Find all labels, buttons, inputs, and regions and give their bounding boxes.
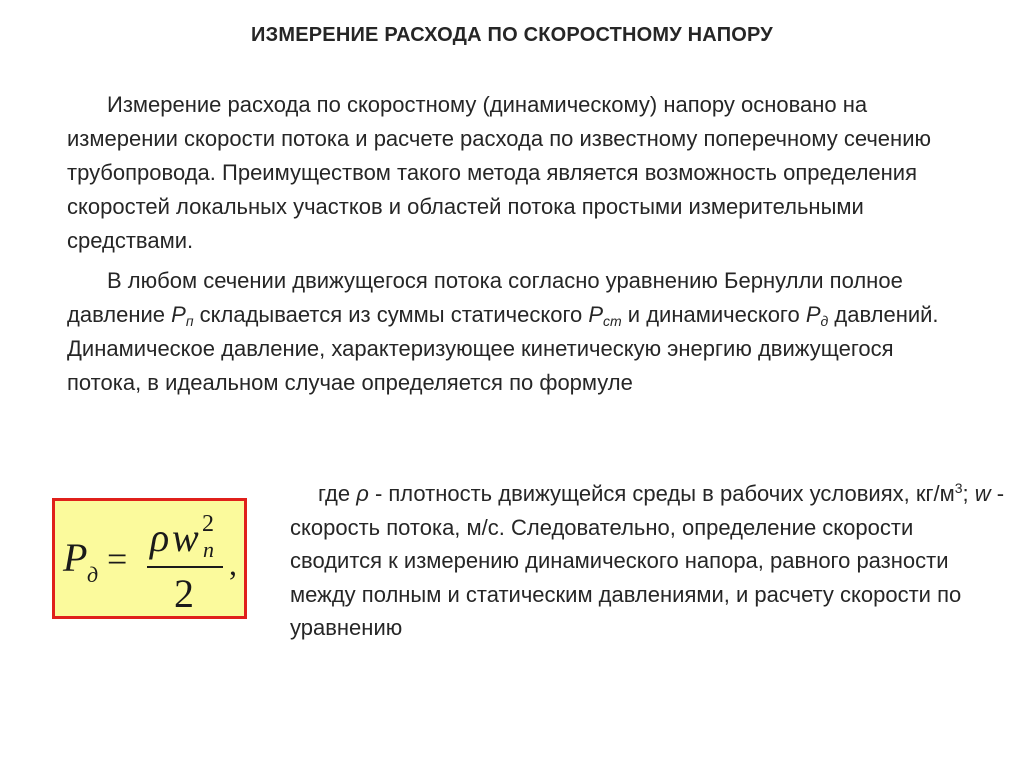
- text-segment: В любом сечении движущегося потока согласно уравнению Бернулли полное давление: [67, 268, 903, 327]
- symbol-w: w: [974, 481, 991, 506]
- text-segment: и динамического: [621, 302, 806, 327]
- symbol-p-static: P: [588, 302, 604, 327]
- formula-equals: =: [107, 539, 128, 579]
- page-title: ИЗМЕРЕНИЕ РАСХОДА ПО СКОРОСТНОМУ НАПОРУ: [251, 24, 773, 46]
- formula-dynamic-pressure: [55, 501, 244, 616]
- formula-num-subscript: n: [203, 537, 214, 562]
- right-text-block: [290, 477, 1005, 645]
- subscript-p-dynamic: д: [820, 313, 829, 329]
- symbol-p-dynamic: P: [805, 302, 821, 327]
- subscript-p-total: п: [185, 313, 194, 329]
- paragraph-bernoulli: [67, 264, 967, 400]
- formula-comma: ,: [229, 546, 237, 582]
- text-segment: складывается из суммы статического: [193, 302, 589, 327]
- text-segment: давлений. Динамическое давление, характеризующее кинетическую энергию движущегося потока, в идеальном случае определяется по формуле: [67, 302, 939, 395]
- formula-box: [52, 498, 247, 619]
- main-text-block: [67, 88, 967, 404]
- subscript-p-static: ст: [603, 313, 622, 329]
- text-segment: - плотность движущейся среды в рабочих условиях, кг/м: [368, 481, 955, 506]
- formula-denominator: 2: [174, 571, 194, 616]
- formula-num-superscript: 2: [202, 511, 214, 537]
- formula-lhs-subscript: д: [87, 562, 99, 587]
- paragraph-where: [290, 477, 1005, 645]
- symbol-rho: ρ: [356, 481, 369, 506]
- text-segment: - скорость потока, м/с. Следовательно, определение скорости сводится к измерению динамического напора, равного разности между полным и статическим давлениями, и расчету скорости по уравнению: [290, 481, 1005, 640]
- formula-num-rho: ρ: [150, 515, 170, 560]
- text-segment: ;: [962, 481, 975, 506]
- superscript-3: 3: [954, 480, 963, 496]
- symbol-p-total: P: [171, 302, 186, 327]
- paragraph-intro: Измерение расхода по скоростному (динамическому) напору основано на измерении скорости потока и расчете расхода по известному поперечному сечению трубопровода. Преимуществом такого метода является возможность определения скоростей локальных участков и областей потока простыми измерительными средствами.: [67, 92, 931, 253]
- formula-lhs-symbol: P: [63, 535, 88, 580]
- text-segment: где: [318, 481, 357, 506]
- formula-num-w: w: [172, 515, 199, 560]
